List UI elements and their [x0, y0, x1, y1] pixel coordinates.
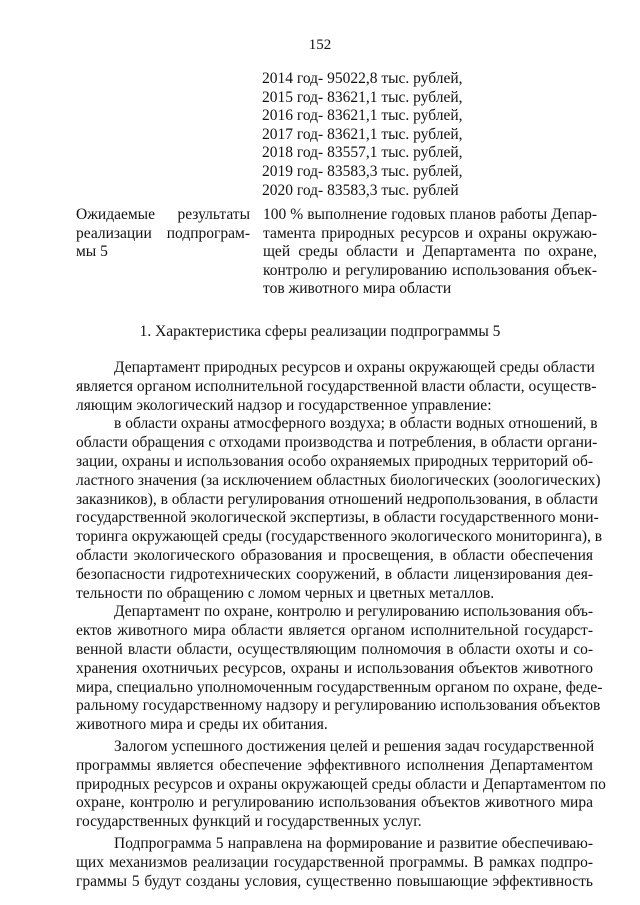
body-line: в области охраны атмосферного воздуха; в области водных отношений, в	[114, 415, 598, 433]
body-line: заказников), в области регулирования отношений недропользования, в области	[76, 490, 598, 508]
label-word: мы 5	[76, 243, 108, 261]
body-line: охране, контролю и регулированию использования объектов животного мира	[76, 794, 593, 812]
results-value-line: 100 % выполнение годовых планов работы Депар-	[263, 206, 597, 223]
funding-line-2015: 2015 год- 83621,1 тыс. рублей,	[262, 88, 463, 106]
body-line: ральному государственному надзору и регулированию использования объектов	[76, 697, 601, 715]
funding-line-2018: 2018 год- 83557,1 тыс. рублей,	[262, 144, 463, 162]
body-line: ластного значения (за исключением областных биологических (зоологических)	[76, 471, 601, 489]
expected-results-value	[263, 206, 597, 299]
results-value-line: тамента природных ресурсов и охраны окружаю-	[263, 224, 597, 242]
section-body-text	[76, 359, 606, 891]
expected-results-label-row	[76, 243, 250, 262]
body-line: Залогом успешного достижения целей и решения задач государственной	[114, 737, 595, 755]
body-line: безопасности гидротехнических сооружений, в области лицензирования дея-	[76, 565, 593, 583]
body-line: граммы 5 будут созданы условия, существенно повышающие эффективность	[76, 872, 593, 890]
label-word: Ожидаемые	[76, 206, 155, 223]
body-line: щих механизмов реализации государственной программы. В рамках подпро-	[76, 853, 593, 871]
expected-results-label-row	[76, 225, 250, 244]
results-value-line: щей среды области и Департамента по охране,	[263, 243, 597, 261]
funding-line-2019: 2019 год- 83583,3 тыс. рублей,	[262, 162, 463, 180]
body-line: Департамент по охране, контролю и регулированию использования объ-	[114, 603, 593, 621]
section-heading: 1. Характеристика сферы реализации подпрограммы 5	[139, 323, 501, 340]
expected-results-label	[76, 206, 250, 262]
label-word: реализации	[76, 224, 152, 242]
body-line: тельности по обращению с ломом черных и цветных металлов.	[76, 584, 495, 602]
label-word: подпрограм-	[166, 224, 250, 242]
expected-results-label-row	[76, 206, 250, 225]
body-line: торинга окружающей среды (государственного экологического мониторинга), в	[76, 528, 603, 546]
body-line: мира, специально уполномоченным государственным органом по охране, феде-	[76, 678, 603, 696]
results-value-line: тов животного мира области	[263, 280, 452, 298]
body-line: природных ресурсов и охраны окружающей среды области и Департаментом по	[76, 775, 606, 793]
body-line: государственных функций и государственных услуг.	[76, 813, 422, 831]
body-line: области экологического образования и просвещения, в области обеспечения	[76, 546, 593, 564]
funding-line-2017: 2017 год- 83621,1 тыс. рублей,	[262, 125, 463, 143]
funding-line-2020: 2020 год- 83583,3 тыс. рублей	[262, 181, 459, 199]
funding-by-year-list	[262, 70, 463, 200]
body-line: ектов животного мира области является органом исполнительной государст-	[76, 622, 593, 640]
body-line: области обращения с отходами производства и потребления, в области органи-	[76, 434, 598, 452]
page-number: 152	[308, 37, 332, 53]
funding-line-2014: 2014 год- 95022,8 тыс. рублей,	[262, 70, 463, 87]
body-line: ляющим экологический надзор и государственное управление:	[76, 396, 492, 414]
body-line: зации, охраны и использования особо охраняемых природных территорий об-	[76, 452, 593, 470]
body-line: хранения охотничьих ресурсов, охраны и использования объектов животного	[76, 659, 593, 677]
body-line: животного мира и среды их обитания.	[76, 716, 328, 734]
funding-line-2016: 2016 год- 83621,1 тыс. рублей,	[262, 107, 463, 125]
body-line: государственной экологической экспертизы, в области государственного мони-	[76, 509, 599, 527]
body-line: является органом исполнительной государственной власти области, осуществ-	[76, 377, 597, 395]
body-line: венной власти области, осуществляющим полномочия в области охоты и со-	[76, 640, 593, 658]
body-line: Департамент природных ресурсов и охраны окружающей среды области	[114, 359, 595, 376]
label-word: результаты	[177, 206, 250, 223]
body-line: Подпрограмма 5 направлена на формирование и развитие обеспечиваю-	[114, 834, 593, 852]
body-line: программы является обеспечение эффективного исполнения Департаментом	[76, 756, 593, 774]
results-value-line: контролю и регулированию использования объек-	[263, 261, 597, 279]
